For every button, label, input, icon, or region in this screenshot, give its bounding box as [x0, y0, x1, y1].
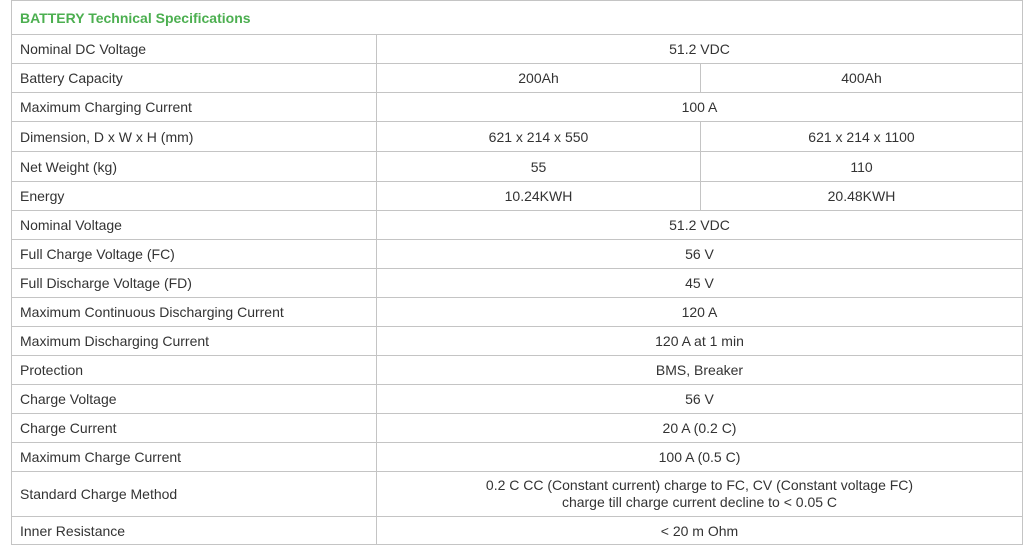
table-row: [12, 298, 1023, 327]
table-row: [12, 327, 1023, 356]
row-value-200ah: 200Ah: [377, 64, 701, 93]
row-value-200ah: 621 x 214 x 550: [377, 122, 701, 152]
row-value: 100 A (0.5 C): [377, 443, 1023, 472]
table-row: [12, 152, 1023, 182]
row-label: Energy: [12, 182, 377, 211]
table-row: [12, 517, 1023, 545]
row-value: 51.2 VDC: [377, 35, 1023, 64]
table-row: [12, 35, 1023, 64]
table-row: [12, 240, 1023, 269]
row-label: Maximum Charge Current: [12, 443, 377, 472]
row-value-400ah: 400Ah: [701, 64, 1023, 93]
row-value-200ah: 55: [377, 152, 701, 182]
row-label: Nominal Voltage: [12, 211, 377, 240]
row-label: Protection: [12, 356, 377, 385]
table-title-row: [12, 1, 1023, 35]
row-value: 56 V: [377, 385, 1023, 414]
row-value: BMS, Breaker: [377, 356, 1023, 385]
table-row: [12, 93, 1023, 122]
row-value: 100 A: [377, 93, 1023, 122]
row-value-400ah: 621 x 214 x 1100: [701, 122, 1023, 152]
row-value: < 20 m Ohm: [377, 517, 1023, 545]
row-value: 120 A: [377, 298, 1023, 327]
battery-spec-table: [11, 0, 1023, 545]
row-value: 45 V: [377, 269, 1023, 298]
table-row: [12, 211, 1023, 240]
row-value: 20 A (0.2 C): [377, 414, 1023, 443]
row-value-multiline: [377, 472, 1023, 517]
row-value-line-1: 0.2 C CC (Constant current) charge to FC, CV (Constant voltage FC): [485, 477, 914, 493]
table-row: [12, 414, 1023, 443]
table-title: BATTERY Technical Specifications: [12, 1, 1023, 35]
table-row: [12, 182, 1023, 211]
table-row: [12, 443, 1023, 472]
row-value-line-2: charge till charge current decline to < 0.05 C: [561, 494, 838, 510]
row-value: 56 V: [377, 240, 1023, 269]
row-label: Charge Current: [12, 414, 377, 443]
table-row: [12, 64, 1023, 93]
table-row: [12, 356, 1023, 385]
row-label: Maximum Discharging Current: [12, 327, 377, 356]
row-label: Dimension, D x W x H (mm): [12, 122, 377, 152]
row-value-400ah: 20.48KWH: [701, 182, 1023, 211]
row-value-200ah: 10.24KWH: [377, 182, 701, 211]
row-label: Full Charge Voltage (FC): [12, 240, 377, 269]
row-label: Maximum Charging Current: [12, 93, 377, 122]
row-label: Maximum Continuous Discharging Current: [12, 298, 377, 327]
table-row: [12, 269, 1023, 298]
row-label: Charge Voltage: [12, 385, 377, 414]
row-label: Net Weight (kg): [12, 152, 377, 182]
row-label: Full Discharge Voltage (FD): [12, 269, 377, 298]
table-row: [12, 385, 1023, 414]
row-label: Inner Resistance: [12, 517, 377, 545]
row-label: Standard Charge Method: [12, 472, 377, 517]
table-row: [12, 122, 1023, 152]
row-value: 51.2 VDC: [377, 211, 1023, 240]
row-label: Battery Capacity: [12, 64, 377, 93]
row-value: 120 A at 1 min: [377, 327, 1023, 356]
row-label: Nominal DC Voltage: [12, 35, 377, 64]
row-value-400ah: 110: [701, 152, 1023, 182]
table-row: [12, 472, 1023, 517]
